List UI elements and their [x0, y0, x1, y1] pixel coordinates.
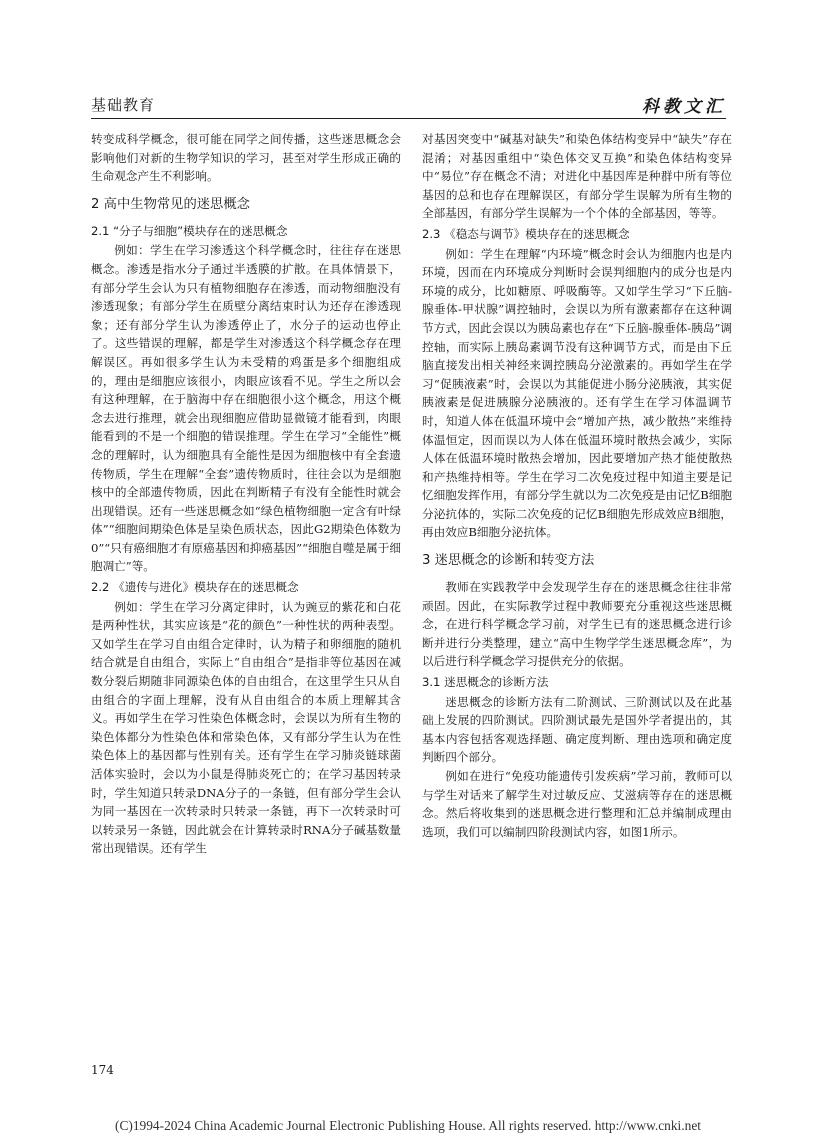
subsection-heading: 3.1 迷思概念的诊断方法: [422, 675, 549, 690]
paragraph: 例如：学生在学习分离定律时，认为豌豆的紫花和白花是两种性状，其实应该是“花的颜色”一种性状的两种表型。又如学生在学习自由组合定律时，认为精子和卵细胞的随机结合就是自由组合，实际上“自由组合”是指非等位基因在减数分裂后期随非同源染色体的自由组合，在这里学生只从自由组合的字面上理解，没有从自由组合的本质上理解其含义。再如学生在学习性染色体概念时，会误以为所有生物的染色体都分为性染色体和常染色体，又有部分学生认为在性染色体上的基因都与性别有关。还有学生在学习肺炎链球菌活体实验时，会以为小鼠是得肺炎死亡的；在学习基因转录时，学生知道只转录DNA分子的一条链，但有部分学生会认为同一基因在一次转录时只转录一条链，再下一次转录时可以转录另一条链，因此就会在计算转录时RNA分子碱基数量常出现错误。还有学生: [91, 599, 401, 856]
subsection-heading: 2.3 《稳态与调节》模块存在的迷思概念: [422, 226, 630, 241]
copyright-notice: (C)1994-2024 China Academic Journal Electronic Publishing House. All rights reserved. http://www.cnki.net: [115, 1118, 701, 1133]
subsection-heading: 2.2 《遗传与进化》模块存在的迷思概念: [91, 580, 299, 595]
paragraph: 教师在实践教学中会发现学生存在的迷思概念往往非常顽固。因此，在实际教学过程中教师要充分重视这些迷思概念，在进行科学概念学习前，对学生已有的迷思概念进行诊断并进行分类整理，建立“高中生物学学生迷思概念库”，为以后进行科学概念学习提供充分的依据。: [422, 580, 732, 669]
section-heading: 2 高中生物常见的迷思概念: [91, 196, 250, 212]
subsection-heading: 2.1 “分子与细胞”模块存在的迷思概念: [91, 223, 288, 238]
paragraph: 例如：学生在理解“内环境”概念时会认为细胞内也是内环境，因而在内环境成分判断时会误判细胞内的成分也是内环境的成分，比如糖原、呼吸酶等。又如学生学习“下丘脑-腺垂体-甲状腺”调控轴时，会误以为所有激素都存在这种调节方式，因此会误以为胰岛素也存在“下丘脑-腺垂体-胰岛”调控轴，而实际上胰岛素调节没有这种调节方式，而是由下丘脑直接发出相关神经来调控胰岛分泌激素的。再如学生在学习“促胰液素”时，会误以为其能促进小肠分泌胰液，其实促胰液素是促进胰腺分泌胰液的。还有学生在学习体温调节时，知道人体在低温环境中会“增加产热，减少散热”来维持体温恒定，因而误以为人体在低温环境时散热会减少，实际人体在低温环境时散热会增加，因此要增加产热才能使散热和产热维持相等。学生在学习二次免疫过程中知道主要是记忆细胞发挥作用，有部分学生就以为二次免疫是由记忆B细胞分泌抗体的，实际二次免疫的记忆B细胞先形成效应B细胞，再由效应B细胞分泌抗体。: [422, 246, 732, 540]
paragraph: 对基因突变中“碱基对缺失”和染色体结构变异中“缺失”存在混淆；对基因重组中“染色体交叉互换”和染色体结构变异中“易位”存在概念不清；对进化中基因库是种群中所有等位基因的总和也存在理解误区，有部分学生误解为所有生物的全部基因，有部分学生误解为一个个体的全部基因，等等。: [422, 132, 732, 221]
paragraph: 迷思概念的诊断方法有二阶测试、三阶测试以及在此基础上发展的四阶测试。四阶测试最先是国外学者提出的，其基本内容包括客观选择题、确定度判断、理由选项和确定度判断四个部分。: [422, 694, 732, 765]
journal-logo: 科教文汇: [642, 97, 726, 117]
header-rule: [91, 118, 726, 119]
running-header: [91, 92, 726, 116]
page-number: 174: [91, 1063, 114, 1077]
section-heading: 3 迷思概念的诊断和转变方法: [422, 553, 595, 569]
paragraph: 转变成科学概念，很可能在同学之间传播，这些迷思概念会影响他们对新的生物学知识的学习，甚至对学生形成正确的生命观念产生不利影响。: [91, 132, 401, 184]
paragraph: 例如在进行“免疫功能遗传引发疾病”学习前，教师可以与学生对话来了解学生对过敏反应、艾滋病等存在的迷思概念。然后将收集到的迷思概念进行整理和汇总并编制成理由选项，我们可以编制四阶段测试内容，如图1所示。: [422, 769, 732, 839]
right-column: [422, 130, 732, 841]
left-column: [91, 130, 401, 858]
header-section-title: 基础教育: [91, 96, 156, 114]
paragraph: 例如：学生在学习渗透这个科学概念时，往往存在迷思概念。渗透是指水分子通过半透膜的扩散。在具体情景下，有部分学生会认为只有植物细胞存在渗透，而动物细胞没有渗透现象；有部分学生在质壁分离结束时认为还存在渗透现象；还有部分学生认为渗透停止了，水分子的运动也停止了。这些错误的理解，都是学生对渗透这个科学概念存在理解误区。再如很多学生认为未受精的鸡蛋是多个细胞组成的，理由是细胞应该很小，肉眼应该看不见。学生之所以会有这种理解，在于脑海中存在细胞很小这个概念，用这个概念去进行推理，就会出现细胞应借助显微镜才能看到，肉眼能看到的不是一个细胞的错误推理。学生在学习“全能性”概念的理解时，认为细胞具有全能性是因为细胞核中有全套遗传物质，学生在理解“全套”遗传物质时，往往会以为是细胞核中的全部遗传物质，因此在判断精子有没有全能性时就会出现错误。还有一些迷思概念如“绿色植物细胞一定含有叶绿体”“细胞间期染色体是呈染色质状态，因此G2期染色体数为0”“只有癌细胞才有原癌基因和抑癌基因”“细胞自噬是属于细胞凋亡”等。: [91, 243, 401, 574]
